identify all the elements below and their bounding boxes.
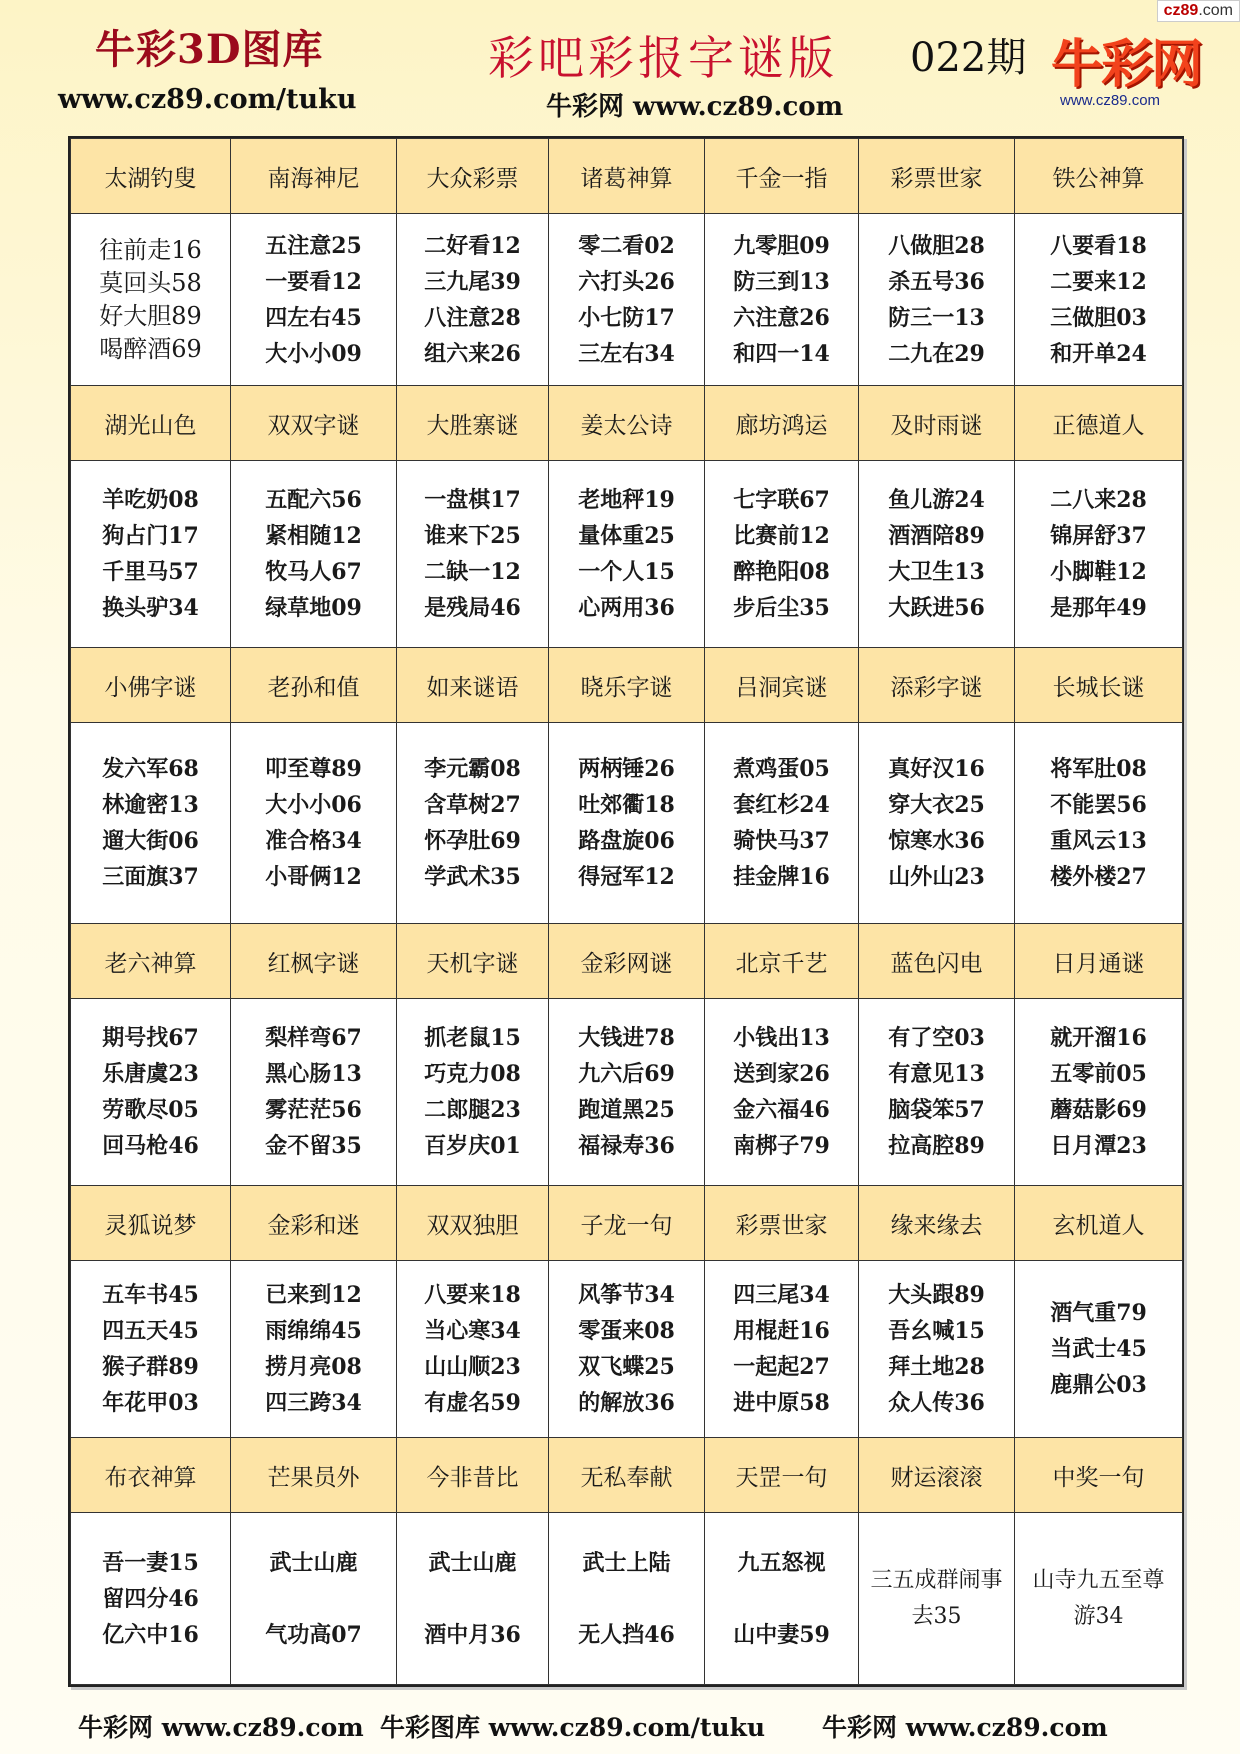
riddle-line: 的解放36 [578,1390,675,1416]
riddle-line: 气功高07 [265,1621,362,1648]
riddle-line: 组六来26 [424,340,521,367]
expert-name: 天罡一句 [705,1438,859,1513]
riddle-line: 二好看12 [424,232,521,259]
riddle-cell [549,214,705,386]
expert-name: 布衣神算 [71,1438,231,1513]
riddle-line: 零蛋来08 [578,1318,675,1344]
footer-middle-url: 牛彩图库 www.cz89.com/tuku [380,1713,766,1742]
riddle-line: 脑袋笨57 [888,1097,985,1123]
riddle-line: 武士山鹿 [428,1549,517,1576]
riddle-cell [705,723,859,924]
riddle-line: 往前走16 [99,235,202,264]
expert-name: 如来谜语 [397,648,549,723]
riddle-line: 福禄寿36 [578,1133,675,1159]
riddle-cell [71,999,231,1186]
riddle-cell [705,214,859,386]
riddle-line: 步后尘35 [733,595,830,621]
riddle-line: 锦屏舒37 [1050,523,1147,549]
riddle-cell [397,999,549,1186]
riddle-line: 老地秤19 [578,487,675,513]
footer-right-url: 牛彩网 www.cz89.com [822,1713,1108,1742]
riddle-line: 有了空03 [888,1025,985,1051]
riddle-cell [1015,723,1183,924]
riddle-line: 准合格34 [265,828,362,854]
riddle-cell [231,723,397,924]
riddle-line: 大跃进56 [888,595,985,621]
riddle-cell [859,999,1015,1186]
riddle-line: 捞月亮08 [265,1354,362,1380]
expert-name: 大众彩票 [397,139,549,214]
riddle-line: 日月潭23 [1050,1133,1147,1159]
riddle-line: 拜土地28 [888,1354,985,1380]
riddle-line [549,1581,704,1617]
expert-name: 太湖钓叟 [71,139,231,214]
expert-name: 玄机道人 [1015,1186,1183,1261]
riddle-line: 牧马人67 [265,559,362,585]
expert-name: 缘来缘去 [859,1186,1015,1261]
riddle-line: 套红杉24 [733,792,830,818]
riddle-cell [1015,461,1183,648]
riddle-line: 雾茫茫56 [265,1097,362,1123]
riddle-line: 李元霸08 [424,756,521,782]
riddle-line: 好大胆89 [99,301,202,330]
riddle-line: 雨绵绵45 [265,1318,362,1344]
riddle-line: 路盘旋06 [578,828,675,854]
riddle-line: 进中原58 [733,1390,830,1416]
riddle-line: 二要来12 [1050,268,1147,295]
riddle-cell [859,214,1015,386]
riddle-line: 已来到12 [265,1282,362,1308]
riddle-line: 莫回头58 [99,268,202,297]
expert-name: 姜太公诗 [549,386,705,461]
riddle-line: 七字联67 [733,487,830,513]
riddle-line: 八要看18 [1050,232,1147,259]
riddle-cell [549,1513,705,1685]
logo-url: www.cz89.com [1060,92,1161,109]
expert-name: 北京千艺 [705,924,859,999]
riddle-line: 酒中月36 [424,1621,521,1648]
riddle-line: 煮鸡蛋05 [733,756,830,782]
riddle-line: 酒气重79 [1050,1300,1147,1326]
riddle-line: 得冠军12 [578,864,675,890]
riddle-cell [71,1513,231,1685]
riddle-line: 惊寒水36 [888,828,985,854]
riddle-line: 抓老鼠15 [424,1025,521,1051]
riddle-line: 金六福46 [733,1097,830,1123]
riddle-line: 防三一13 [888,304,985,331]
riddle-line: 紧相随12 [265,523,362,549]
riddle-line: 四左右45 [265,304,362,331]
main-title: 彩吧彩报字谜版 [488,31,838,85]
riddle-line: 回马枪46 [102,1133,199,1159]
riddle-line: 山寺九五至尊游34 [1032,1567,1165,1629]
riddle-line: 南梆子79 [733,1133,830,1159]
header-row [71,648,1183,723]
expert-name: 金彩网谜 [549,924,705,999]
riddle-cell [549,461,705,648]
riddle-line: 一盘棋17 [424,487,521,513]
riddle-cell [1015,999,1183,1186]
riddle-line: 六打头26 [578,268,675,295]
riddle-cell [1015,1513,1183,1685]
riddle-line: 防三到13 [733,268,830,295]
riddle-cell [1015,214,1183,386]
riddle-line [705,1581,858,1617]
riddle-line: 和开单24 [1050,340,1147,367]
riddle-line [231,1581,396,1617]
riddle-line: 酒酒陪89 [888,523,985,549]
riddle-line: 不能罢56 [1050,792,1147,818]
riddle-line: 狗占门17 [102,523,199,549]
riddle-line: 四三跨34 [265,1390,362,1416]
riddle-cell [71,461,231,648]
riddle-line: 劳歌尽05 [102,1097,199,1123]
riddle-table [70,138,1183,1685]
riddle-line: 一要看12 [265,268,362,295]
riddle-line: 猴子群89 [102,1354,199,1380]
expert-name: 小佛字谜 [71,648,231,723]
riddle-line: 喝醉酒69 [99,334,202,363]
riddle-line: 三五成群闹事去35 [870,1567,1003,1629]
riddle-line: 一起起27 [733,1354,830,1380]
riddle-line: 两柄锤26 [578,756,675,782]
riddle-line: 穿大衣25 [888,792,985,818]
riddle-line: 四五天45 [102,1318,199,1344]
riddle-line: 梨样弯67 [265,1025,362,1051]
riddle-cell [397,1261,549,1438]
header-row [71,924,1183,999]
content-row [71,461,1183,648]
riddle-line: 挂金牌16 [733,864,830,890]
content-row [71,1513,1183,1685]
riddle-line: 九五怒视 [737,1549,826,1576]
expert-name: 芒果员外 [231,1438,397,1513]
riddle-line: 武士上陆 [582,1549,671,1576]
riddle-line: 二八来28 [1050,487,1147,513]
corner-url-badge: cz89.com [1157,0,1240,22]
riddle-cell [1015,1261,1183,1438]
page-footer [0,1708,1240,1748]
riddle-line: 双飞蝶25 [578,1354,675,1380]
riddle-line: 醉艳阳08 [733,559,830,585]
expert-name: 双双字谜 [231,386,397,461]
expert-name: 财运滚滚 [859,1438,1015,1513]
riddle-cell [231,1261,397,1438]
riddle-line: 真好汉16 [888,756,985,782]
footer-left-url: 牛彩网 www.cz89.com [78,1713,364,1742]
riddle-line: 怀孕肚69 [424,828,521,854]
riddle-line: 是那年49 [1050,595,1147,621]
riddle-line: 发六军68 [102,756,199,782]
riddle-line: 山中妻59 [733,1621,830,1648]
riddle-line: 三左右34 [578,340,675,367]
riddle-line: 学武术35 [424,864,521,890]
riddle-cell [705,461,859,648]
riddle-line: 骑快马37 [733,828,830,854]
riddle-line: 绿草地09 [265,595,362,621]
riddle-line: 亿六中16 [102,1621,199,1648]
riddle-line: 羊吃奶08 [102,487,199,513]
riddle-line: 是残局46 [424,595,521,621]
riddle-cell [705,999,859,1186]
riddle-line: 将军肚08 [1050,756,1147,782]
header-row [71,139,1183,214]
expert-name: 彩票世家 [859,139,1015,214]
expert-name: 正德道人 [1015,386,1183,461]
riddle-line: 用棍赶16 [733,1318,830,1344]
riddle-line: 小脚鞋12 [1050,559,1147,585]
expert-name: 铁公神算 [1015,139,1183,214]
riddle-line: 吾一妻15 [102,1549,199,1576]
riddle-line: 无人挡46 [578,1621,675,1648]
riddle-line: 武士山鹿 [269,1549,358,1576]
expert-name: 千金一指 [705,139,859,214]
expert-name: 添彩字谜 [859,648,1015,723]
riddle-line: 期号找67 [102,1025,199,1051]
riddle-line: 巧克力08 [424,1061,521,1087]
expert-name: 老孙和值 [231,648,397,723]
riddle-cell [705,1261,859,1438]
riddle-line: 鱼儿游24 [888,487,985,513]
riddle-line: 众人传36 [888,1390,985,1416]
riddle-cell [231,461,397,648]
expert-name: 大胜寨谜 [397,386,549,461]
riddle-line: 大卫生13 [888,559,985,585]
riddle-line: 五车书45 [102,1282,199,1308]
riddle-line: 金不留35 [265,1133,362,1159]
brand-title: 牛彩3D图库 [95,26,324,73]
expert-name: 中奖一句 [1015,1438,1183,1513]
riddle-line: 三做胆03 [1050,304,1147,331]
riddle-line: 八做胆28 [888,232,985,259]
expert-name: 廊坊鸿运 [705,386,859,461]
content-row [71,1261,1183,1438]
riddle-line: 就开溜16 [1050,1025,1147,1051]
riddle-cell [231,999,397,1186]
riddle-table-frame [68,136,1184,1687]
expert-name: 日月通谜 [1015,924,1183,999]
riddle-line: 五注意25 [265,232,362,259]
riddle-line: 送到家26 [733,1061,830,1087]
riddle-line: 跑道黑25 [578,1097,675,1123]
riddle-line: 遛大街06 [102,828,199,854]
expert-name: 天机字谜 [397,924,549,999]
riddle-line: 小哥俩12 [265,864,362,890]
riddle-line: 三九尾39 [424,268,521,295]
expert-name: 红枫字谜 [231,924,397,999]
expert-name: 彩票世家 [705,1186,859,1261]
logo-text: 牛彩网 [1050,35,1201,95]
riddle-line: 五配六56 [265,487,362,513]
riddle-line: 九零胆09 [733,232,830,259]
expert-name: 双双独胆 [397,1186,549,1261]
riddle-line: 年花甲03 [102,1390,199,1416]
riddle-line: 二郎腿23 [424,1097,521,1123]
header-row [71,1438,1183,1513]
riddle-cell [859,461,1015,648]
riddle-line: 有意见13 [888,1061,985,1087]
riddle-line: 乐唐虞23 [102,1061,199,1087]
riddle-cell [231,214,397,386]
riddle-line: 换头驴34 [102,595,199,621]
header-row [71,386,1183,461]
riddle-cell [397,214,549,386]
expert-name: 湖光山色 [71,386,231,461]
expert-name: 金彩和迷 [231,1186,397,1261]
expert-name: 晓乐字谜 [549,648,705,723]
riddle-line: 叩至尊89 [265,756,362,782]
riddle-line: 吾幺喊15 [888,1318,985,1344]
expert-name: 吕洞宾谜 [705,648,859,723]
riddle-cell [549,1261,705,1438]
riddle-line: 蘑菇影69 [1050,1097,1147,1123]
riddle-line: 三面旗37 [102,864,199,890]
expert-name: 灵狐说梦 [71,1186,231,1261]
riddle-cell [549,723,705,924]
riddle-cell [231,1513,397,1685]
issue-number: 022期 [910,35,1027,81]
riddle-line: 二缺一12 [424,559,521,585]
riddle-line: 六注意26 [733,304,830,331]
riddle-cell [859,1513,1015,1685]
content-row [71,999,1183,1186]
riddle-line: 零二看02 [578,232,675,259]
riddle-cell [859,723,1015,924]
riddle-line: 重风云13 [1050,828,1147,854]
riddle-line: 二九在29 [888,340,985,367]
riddle-cell [859,1261,1015,1438]
riddle-cell [397,723,549,924]
riddle-line: 山山顺23 [424,1354,521,1380]
riddle-line: 黑心肠13 [265,1061,362,1087]
riddle-cell [397,1513,549,1685]
riddle-line: 林逾密13 [102,792,199,818]
riddle-line: 风筝节34 [578,1282,675,1308]
riddle-line: 小七防17 [578,304,675,331]
content-row [71,214,1183,386]
expert-name: 老六神算 [71,924,231,999]
expert-name: 长城长谜 [1015,648,1183,723]
riddle-line: 五零前05 [1050,1061,1147,1087]
expert-name: 子龙一句 [549,1186,705,1261]
riddle-line: 八注意28 [424,304,521,331]
riddle-line: 一个人15 [578,559,675,585]
riddle-line: 四三尾34 [733,1282,830,1308]
riddle-line: 大小小09 [265,340,362,367]
riddle-line: 千里马57 [102,559,199,585]
riddle-line: 大小小06 [265,792,362,818]
riddle-line: 含草树27 [424,792,521,818]
riddle-line: 百岁庆01 [424,1133,521,1159]
riddle-line: 量体重25 [578,523,675,549]
header-row [71,1186,1183,1261]
expert-name: 诸葛神算 [549,139,705,214]
riddle-line [397,1581,548,1617]
expert-name: 南海神尼 [231,139,397,214]
riddle-line: 鹿鼎公03 [1050,1372,1147,1398]
riddle-line: 九六后69 [578,1061,675,1087]
sub-url: 牛彩网 www.cz89.com [546,92,844,122]
riddle-line: 拉高腔89 [888,1133,985,1159]
riddle-line: 大钱进78 [578,1025,675,1051]
riddle-cell [549,999,705,1186]
expert-name: 今非昔比 [397,1438,549,1513]
riddle-line: 杀五号36 [888,268,985,295]
logo [1046,20,1206,116]
brand-url: www.cz89.com/tuku [58,84,357,115]
riddle-cell [397,461,549,648]
riddle-cell [71,214,231,386]
riddle-line: 和四一14 [733,340,830,367]
page-header [0,0,1240,130]
riddle-line: 大头跟89 [888,1282,985,1308]
riddle-line: 楼外楼27 [1050,864,1147,890]
riddle-cell [71,1261,231,1438]
riddle-line: 心两用36 [578,595,675,621]
riddle-line: 山外山23 [888,864,985,890]
riddle-line: 小钱出13 [733,1025,830,1051]
riddle-line: 留四分46 [102,1585,199,1612]
riddle-line: 八要来18 [424,1282,521,1308]
expert-name: 及时雨谜 [859,386,1015,461]
riddle-line: 有虚名59 [424,1390,521,1416]
riddle-line: 谁来下25 [424,523,521,549]
riddle-cell [71,723,231,924]
riddle-line: 当心寒34 [424,1318,521,1344]
expert-name: 蓝色闪电 [859,924,1015,999]
riddle-line: 比赛前12 [733,523,830,549]
content-row [71,723,1183,924]
riddle-line: 吐郊衢18 [578,792,675,818]
riddle-cell [705,1513,859,1685]
riddle-line: 当武士45 [1050,1336,1147,1362]
expert-name: 无私奉献 [549,1438,705,1513]
